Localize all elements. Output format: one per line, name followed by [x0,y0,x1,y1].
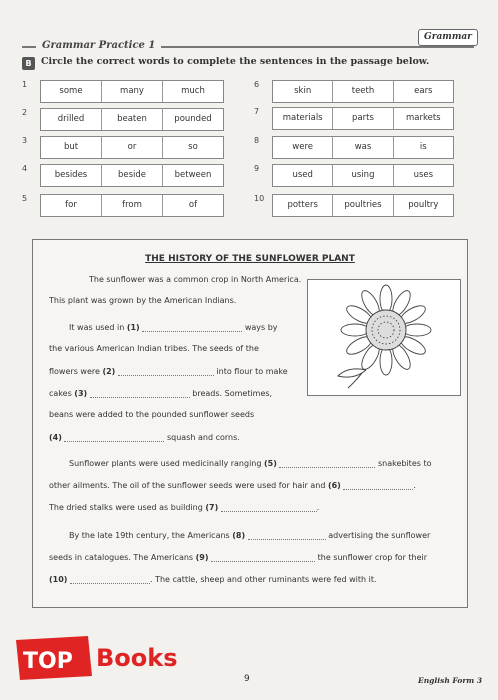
passage-line: beans were added to the pounded sunflower seeds [49,410,255,419]
option-row [40,108,224,131]
sunflower-icon [308,280,460,395]
passage-line: cakes (3) breads. Sometimes, [49,389,273,398]
book-title: English Form 3 [418,676,483,685]
option[interactable]: beaten [102,109,163,130]
option[interactable]: drilled [41,109,102,130]
option[interactable]: or [102,137,163,158]
option-row [272,80,454,103]
option-row [272,107,454,130]
option[interactable]: beside [102,165,163,186]
svg-text:Books: Books [96,644,178,672]
option[interactable]: between [174,170,212,180]
option[interactable]: from [102,195,163,216]
page-number: 9 [244,674,250,684]
option[interactable]: using [333,165,393,186]
topbooks-logo [12,632,196,684]
question-number: 6 [254,80,260,89]
passage-title: THE HISTORY OF THE SUNFLOWER PLANT [145,254,355,264]
option[interactable]: so [188,142,198,152]
option-row [272,136,454,159]
option[interactable]: teeth [333,81,393,102]
option[interactable]: skin [273,81,333,102]
option[interactable]: potters [273,195,333,216]
option[interactable]: was [333,137,393,158]
question-number: 1 [22,80,28,89]
passage-line: other ailments. The oil of the sunflower seeds were used for hair and (6) . [49,481,416,490]
question-number: 9 [254,164,260,173]
grammar-tag: Grammar [418,29,478,46]
option-row [272,194,454,217]
option[interactable]: ears [414,86,433,96]
sunflower-image [307,279,461,396]
question-number: 5 [22,194,28,203]
option[interactable]: poultry [408,200,439,210]
option-row [272,164,454,187]
question-number: 10 [254,194,265,203]
question-number: 8 [254,136,260,145]
option-row [40,194,224,217]
question-number: 4 [22,164,28,173]
option[interactable]: of [188,200,198,210]
section-title: Grammar Practice 1 [36,40,161,51]
option-row [40,136,224,159]
option[interactable]: markets [406,113,441,123]
instruction: Circle the correct words to complete the sentences in the passage below. [41,56,430,67]
option[interactable]: poultries [333,195,393,216]
option-row [40,80,224,103]
option[interactable]: for [41,195,102,216]
option[interactable]: besides [41,165,102,186]
passage-line: The sunflower was a common crop in North America. [89,275,302,284]
option[interactable]: uses [413,170,434,180]
passage-line: (4) squash and corns. [49,433,240,442]
passage-box [32,239,468,608]
option-row [40,164,224,187]
passage-line: This plant was grown by the American Indians. [49,296,237,305]
option[interactable]: many [102,81,163,102]
option[interactable]: some [41,81,102,102]
question-number: 7 [254,107,260,116]
passage-line: the various American Indian tribes. The seeds of the [49,344,259,353]
option[interactable]: used [273,165,333,186]
option[interactable]: much [181,86,205,96]
passage-line: By the late 19th century, the Americans (8) advertising the sunflower [69,531,431,540]
question-number: 3 [22,136,28,145]
question-number: 2 [22,108,28,117]
passage-line: The dried stalks were used as building (7) . [49,503,320,512]
option[interactable]: parts [333,108,393,129]
option[interactable]: were [273,137,333,158]
option[interactable]: materials [273,108,333,129]
passage-line: flowers were (2) into flour to make [49,367,288,376]
option[interactable]: is [419,142,427,152]
passage-line: seeds in catalogues. The Americans (9) the sunflower crop for their [49,553,428,562]
option[interactable]: pounded [174,114,212,124]
section-badge: B [22,57,35,70]
passage-line: Sunflower plants were used medicinally ranging (5) snakebites to [69,459,432,468]
svg-text:TOP: TOP [23,649,73,674]
option[interactable]: but [41,137,102,158]
passage-line: (10) . The cattle, sheep and other ruminants were fed with it. [49,575,377,584]
passage-line: It was used in (1) ways by [69,323,278,332]
